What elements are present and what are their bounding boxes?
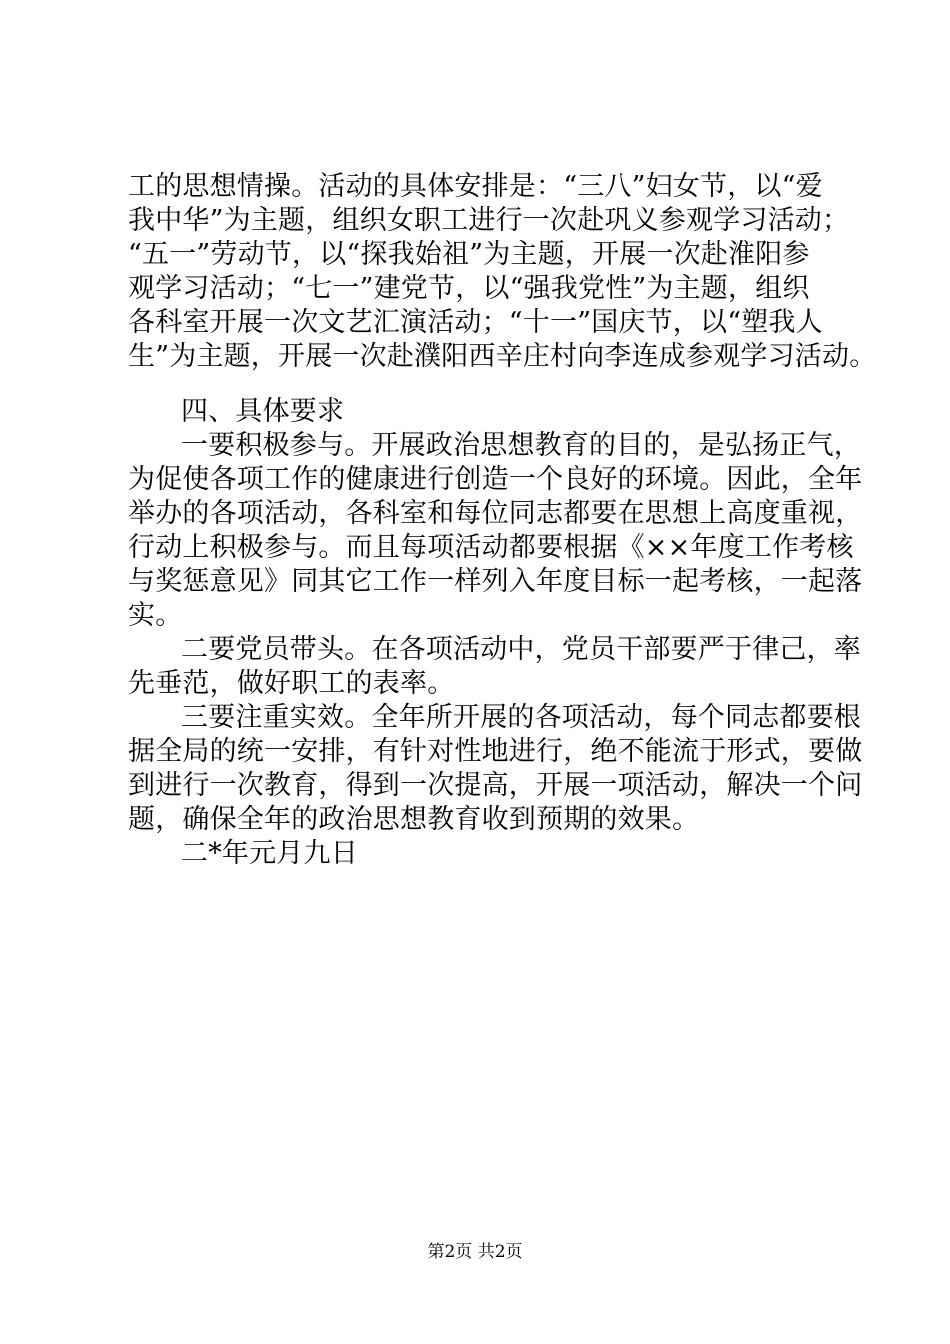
activity-schedule-line-3: “五一”劳动节，以“探我始祖”为主题，开展一次赴淮阳参	[128, 239, 810, 270]
activity-schedule-line-2: 我中华”为主题，组织女职工进行一次赴巩义参观学习活动；	[128, 205, 850, 236]
requirement-3-line-4: 题，确保全年的政治思想教育收到预期的效果。	[128, 804, 700, 835]
requirement-1-line-6: 实。	[128, 600, 183, 631]
page-number-footer: 第2页 共2页	[427, 1242, 523, 1262]
requirement-3-line-3: 到进行一次教育，得到一次提高，开展一项活动，解决一个问	[128, 770, 863, 801]
requirement-2-line-1: 二要党员带头。在各项活动中，党员干部要严于律己，率	[181, 634, 861, 665]
requirement-1-line-4: 行动上积极参与。而且每项活动都要根据《××年度工作考核	[128, 532, 854, 563]
activity-schedule-line-1: 工的思想情操。活动的具体安排是：“三八”妇女节，以“爱	[128, 171, 823, 202]
activity-schedule-line-6: 生”为主题，开展一次赴濮阳西辛庄村向李连成参观学习活动。	[128, 341, 877, 372]
requirement-3-line-1: 三要注重实效。全年所开展的各项活动，每个同志都要根	[181, 702, 861, 733]
activity-schedule-line-4: 观学习活动；“七一”建党节，以“强我党性”为主题，组织	[128, 273, 810, 304]
requirement-1-line-3: 举办的各项活动，各科室和每位同志都要在思想上高度重视，	[128, 498, 863, 529]
document-date: 二*年元月九日	[181, 838, 358, 869]
requirement-1-line-2: 为促使各项工作的健康进行创造一个良好的环境。因此，全年	[128, 464, 863, 495]
requirement-1-line-5: 与奖惩意见》同其它工作一样列入年度目标一起考核，一起落	[128, 566, 863, 597]
section-heading: 四、具体要求	[181, 396, 345, 427]
activity-schedule-line-5: 各科室开展一次文艺汇演活动；“十一”国庆节，以“塑我人	[128, 307, 823, 338]
requirement-3-line-2: 据全局的统一安排，有针对性地进行，绝不能流于形式，要做	[128, 736, 863, 767]
requirement-2-line-2: 先垂范，做好职工的表率。	[128, 668, 455, 699]
requirement-1-line-1: 一要积极参与。开展政治思想教育的目的，是弘扬正气，	[181, 430, 861, 461]
